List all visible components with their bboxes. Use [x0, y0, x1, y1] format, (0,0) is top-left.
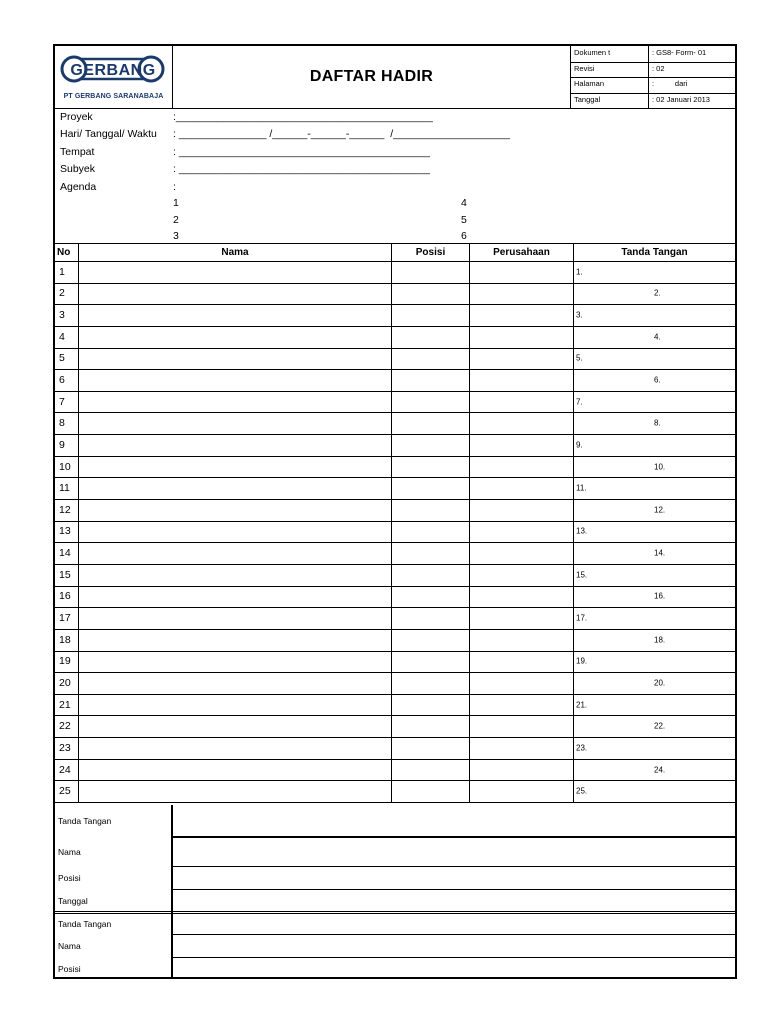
table-row [55, 780, 735, 803]
signature-cell[interactable] [574, 477, 735, 499]
row-number: 13 [59, 525, 71, 538]
perusahaan-cell[interactable] [470, 651, 574, 673]
footer-row [55, 935, 735, 957]
footer-label: Nama [58, 847, 81, 857]
row-number-cell [55, 283, 79, 305]
posisi-cell[interactable] [392, 607, 470, 629]
signature-cell[interactable] [574, 434, 735, 456]
row-number: 14 [59, 547, 71, 560]
table-row [55, 369, 735, 392]
document-meta-table [571, 46, 735, 108]
column-header-no: No [55, 243, 79, 261]
table-row [55, 521, 735, 544]
meta-row-dokumen [571, 46, 735, 63]
posisi-cell[interactable] [392, 759, 470, 781]
signature-label: 23. [576, 743, 588, 753]
table-row [55, 542, 735, 565]
footer-label: Nama [58, 941, 81, 951]
signature-cell[interactable] [574, 412, 735, 434]
signature-cell[interactable] [574, 607, 735, 629]
perusahaan-cell[interactable] [470, 261, 574, 283]
posisi-cell[interactable] [392, 651, 470, 673]
signature-cell[interactable] [574, 261, 735, 283]
meta-key: Halaman [574, 79, 605, 88]
signature-label: 3. [576, 310, 583, 320]
signature-cell[interactable] [574, 456, 735, 478]
footer-label: Posisi [58, 963, 81, 974]
table-row [55, 607, 735, 630]
form-header [55, 46, 735, 109]
signature-label: 12. [654, 505, 666, 515]
subyek-label: Subyek [60, 163, 96, 175]
signature-cell[interactable] [574, 499, 735, 521]
posisi-cell[interactable] [392, 391, 470, 413]
posisi-cell[interactable] [392, 326, 470, 348]
signature-label: 4. [654, 332, 661, 342]
nama-cell[interactable] [79, 477, 392, 499]
perusahaan-cell[interactable] [470, 759, 574, 781]
attendance-form [53, 44, 737, 979]
row-number: 23 [59, 741, 71, 754]
agenda-item: 6 [461, 230, 467, 242]
approval-section [55, 805, 735, 979]
meta-value: : GS8- Form- 01 [652, 48, 707, 57]
signature-label: 24. [654, 765, 666, 775]
column-header-posisi: Posisi [392, 243, 470, 261]
footer-label: Tanggal [58, 895, 88, 906]
proyek-label: Proyek [60, 111, 93, 123]
nama-cell[interactable] [79, 391, 392, 413]
posisi-cell[interactable] [392, 521, 470, 543]
posisi-cell[interactable] [392, 304, 470, 326]
signature-cell[interactable] [574, 283, 735, 305]
nama-cell[interactable] [79, 304, 392, 326]
perusahaan-cell[interactable] [470, 780, 574, 802]
table-row [55, 672, 735, 695]
agenda-item: 3 [173, 230, 179, 242]
table-row [55, 759, 735, 782]
agenda-colon: : [173, 181, 176, 193]
posisi-cell[interactable] [392, 542, 470, 564]
hari-field[interactable]: : _______________ /______-______-______ /____________________ [173, 128, 510, 140]
nama-cell[interactable] [79, 369, 392, 391]
nama-cell[interactable] [79, 542, 392, 564]
row-number: 11 [59, 482, 70, 495]
row-number: 21 [59, 698, 71, 711]
signature-cell[interactable] [574, 737, 735, 759]
row-number-cell [55, 780, 79, 802]
row-number: 8 [59, 417, 65, 430]
row-number-cell [55, 261, 79, 283]
hari-label: Hari/ Tanggal/ Waktu [60, 128, 157, 140]
row-number-cell [55, 434, 79, 456]
row-number: 17 [59, 612, 71, 625]
perusahaan-cell[interactable] [470, 369, 574, 391]
table-row [55, 586, 735, 609]
signature-cell[interactable] [574, 521, 735, 543]
signature-cell[interactable] [574, 326, 735, 348]
signature-label: 8. [654, 418, 661, 428]
row-number: 18 [59, 633, 71, 646]
table-row [55, 564, 735, 587]
row-number-cell [55, 629, 79, 651]
perusahaan-cell[interactable] [470, 715, 574, 737]
table-row [55, 651, 735, 674]
footer-row [55, 914, 735, 934]
posisi-cell[interactable] [392, 672, 470, 694]
signature-label: 21. [576, 700, 588, 710]
nama-cell[interactable] [79, 456, 392, 478]
table-row [55, 456, 735, 479]
signature-cell[interactable] [574, 391, 735, 413]
table-row [55, 261, 735, 284]
posisi-cell[interactable] [392, 737, 470, 759]
table-row [55, 694, 735, 717]
footer-row [55, 958, 735, 979]
row-number: 6 [59, 374, 65, 386]
table-row [55, 737, 735, 760]
posisi-cell[interactable] [392, 261, 470, 283]
nama-cell[interactable] [79, 607, 392, 629]
signature-label: 6. [654, 375, 661, 385]
column-header-nama: Nama [79, 243, 392, 261]
table-row [55, 326, 735, 349]
agenda-label: Agenda [60, 181, 97, 193]
row-number-cell [55, 456, 79, 478]
signature-cell[interactable] [574, 629, 735, 651]
perusahaan-cell[interactable] [470, 283, 574, 305]
tempat-field[interactable]: : ___________________________________________ [173, 146, 430, 158]
meta-row-tanggal [571, 93, 735, 109]
row-number-cell [55, 499, 79, 521]
proyek-field[interactable]: :____________________________________________ [173, 111, 433, 123]
nama-cell[interactable] [79, 759, 392, 781]
nama-cell[interactable] [79, 434, 392, 456]
nama-cell[interactable] [79, 737, 392, 759]
posisi-cell[interactable] [392, 412, 470, 434]
footer-row [55, 867, 735, 889]
nama-cell[interactable] [79, 261, 392, 283]
signature-cell[interactable] [574, 694, 735, 716]
nama-cell[interactable] [79, 564, 392, 586]
table-row [55, 391, 735, 414]
nama-cell[interactable] [79, 348, 392, 370]
signature-label: 14. [654, 548, 666, 558]
posisi-cell[interactable] [392, 564, 470, 586]
row-number: 5 [59, 352, 65, 365]
meta-value: : 02 [652, 63, 665, 73]
signature-cell[interactable] [574, 586, 735, 608]
nama-cell[interactable] [79, 694, 392, 716]
signature-cell[interactable] [574, 672, 735, 694]
perusahaan-cell[interactable] [470, 326, 574, 348]
column-header-tanda-tangan: Tanda Tangan [621, 246, 688, 258]
nama-cell[interactable] [79, 715, 392, 737]
row-number: 2 [59, 287, 65, 300]
posisi-cell[interactable] [392, 715, 470, 737]
table-row [55, 629, 735, 652]
row-number: 4 [59, 330, 65, 343]
agenda-item: 4 [461, 197, 467, 209]
perusahaan-cell[interactable] [470, 629, 574, 651]
row-number-cell [55, 391, 79, 413]
perusahaan-cell[interactable] [470, 391, 574, 413]
row-number-cell [55, 369, 79, 391]
row-number-cell [55, 348, 79, 370]
table-row [55, 348, 735, 371]
meta-value: : 02 Januari 2013 [652, 94, 710, 104]
posisi-cell[interactable] [392, 456, 470, 478]
row-number: 7 [59, 395, 65, 408]
row-number-cell [55, 607, 79, 629]
row-number: 15 [59, 568, 71, 581]
meta-key: Revisi [574, 63, 595, 73]
nama-cell[interactable] [79, 586, 392, 608]
signature-cell[interactable] [574, 564, 735, 586]
page-title: DAFTAR HADIR [309, 68, 434, 85]
meta-value: : dari [652, 79, 688, 88]
company-name: PT GERBANG SARANABAJA [63, 93, 164, 100]
perusahaan-cell[interactable] [470, 499, 574, 521]
perusahaan-cell[interactable] [470, 477, 574, 499]
footer-label: Tanda Tangan [58, 816, 112, 826]
table-row [55, 434, 735, 457]
table-row [55, 412, 735, 435]
row-number-cell [55, 737, 79, 759]
table-row [55, 477, 735, 500]
posisi-cell[interactable] [392, 629, 470, 651]
row-number-cell [55, 759, 79, 781]
table-row [55, 715, 735, 738]
row-number-cell [55, 521, 79, 543]
signature-cell[interactable] [574, 780, 735, 802]
nama-cell[interactable] [79, 326, 392, 348]
signature-label: 5. [576, 353, 583, 363]
nama-cell[interactable] [79, 651, 392, 673]
signature-cell[interactable] [574, 304, 735, 326]
signature-cell[interactable] [574, 651, 735, 673]
row-number-cell [55, 694, 79, 716]
row-number-cell [55, 304, 79, 326]
nama-cell[interactable] [79, 499, 392, 521]
logo-text: GERBANG [70, 62, 156, 79]
signature-cell[interactable] [574, 759, 735, 781]
row-number-cell [55, 672, 79, 694]
footer-label: Posisi [58, 873, 81, 883]
signature-label: 18. [654, 635, 666, 645]
perusahaan-cell[interactable] [470, 564, 574, 586]
perusahaan-cell[interactable] [470, 737, 574, 759]
perusahaan-cell[interactable] [470, 607, 574, 629]
agenda-item: 2 [173, 214, 179, 226]
table-row [55, 304, 735, 327]
row-number: 1 [59, 265, 65, 278]
signature-cell[interactable] [574, 542, 735, 564]
row-number-cell [55, 326, 79, 348]
table-row [55, 499, 735, 522]
perusahaan-cell[interactable] [470, 412, 574, 434]
signature-label: 2. [654, 288, 661, 298]
posisi-cell[interactable] [392, 434, 470, 456]
table-row [55, 283, 735, 306]
title-cell [173, 46, 571, 108]
signature-label: 9. [576, 440, 583, 450]
meta-key: Dokumen t [574, 48, 611, 57]
column-header-perusahaan: Perusahaan [470, 243, 574, 261]
row-number: 22 [59, 720, 71, 733]
row-number: 19 [59, 655, 71, 668]
gerbang-logo [60, 50, 166, 90]
nama-cell[interactable] [79, 412, 392, 434]
perusahaan-cell[interactable] [470, 348, 574, 370]
signature-cell[interactable] [574, 369, 735, 391]
meta-row-revisi [571, 62, 735, 79]
signature-label: 19. [576, 656, 588, 666]
row-number: 24 [59, 763, 71, 776]
row-number: 12 [59, 503, 71, 516]
perusahaan-cell[interactable] [470, 521, 574, 543]
signature-label: 25. [576, 786, 588, 796]
posisi-cell[interactable] [392, 369, 470, 391]
signature-cell[interactable] [574, 715, 735, 737]
row-number: 3 [59, 309, 65, 322]
row-number: 10 [59, 460, 71, 473]
row-number-cell [55, 477, 79, 499]
signature-label: 20. [654, 678, 666, 688]
signature-cell[interactable] [574, 348, 735, 370]
row-number-cell [55, 412, 79, 434]
signature-label: 7. [576, 397, 583, 407]
row-number-cell [55, 651, 79, 673]
footer-label: Tanda Tangan [58, 919, 112, 929]
row-number: 20 [59, 676, 71, 689]
table-header-row [55, 243, 735, 262]
row-number-cell [55, 586, 79, 608]
agenda-item: 5 [461, 214, 467, 226]
tempat-label: Tempat [60, 146, 95, 158]
row-number-cell [55, 542, 79, 564]
perusahaan-cell[interactable] [470, 586, 574, 608]
posisi-cell[interactable] [392, 780, 470, 802]
perusahaan-cell[interactable] [470, 672, 574, 694]
agenda-item: 1 [173, 197, 179, 209]
nama-cell[interactable] [79, 521, 392, 543]
posisi-cell[interactable] [392, 586, 470, 608]
footer-row [55, 890, 735, 911]
row-number-cell [55, 564, 79, 586]
signature-label: 1. [576, 267, 583, 277]
signature-label: 22. [654, 721, 666, 731]
row-number-cell [55, 715, 79, 737]
logo-cell [55, 46, 173, 108]
posisi-cell[interactable] [392, 694, 470, 716]
signature-label: 15. [576, 570, 588, 580]
nama-cell[interactable] [79, 672, 392, 694]
signature-label: 10. [654, 462, 666, 472]
signature-label: 16. [654, 591, 666, 601]
perusahaan-cell[interactable] [470, 542, 574, 564]
signature-label: 11. [576, 483, 587, 493]
perusahaan-cell[interactable] [470, 434, 574, 456]
perusahaan-cell[interactable] [470, 694, 574, 716]
nama-cell[interactable] [79, 629, 392, 651]
posisi-cell[interactable] [392, 283, 470, 305]
posisi-cell[interactable] [392, 348, 470, 370]
row-number: 16 [59, 590, 71, 603]
footer-row [55, 805, 735, 837]
perusahaan-cell[interactable] [470, 456, 574, 478]
signature-label: 17. [576, 613, 588, 623]
nama-cell[interactable] [79, 283, 392, 305]
footer-row [55, 838, 735, 866]
posisi-cell[interactable] [392, 499, 470, 521]
meta-row-halaman [571, 77, 735, 94]
meta-key: Tanggal [574, 94, 601, 104]
row-number: 25 [59, 785, 71, 798]
nama-cell[interactable] [79, 780, 392, 802]
row-number: 9 [59, 438, 65, 451]
signature-label: 13. [576, 526, 588, 536]
footer-line [55, 911, 735, 912]
meeting-info [55, 108, 735, 244]
subyek-field[interactable]: : ___________________________________________ [173, 163, 430, 175]
perusahaan-cell[interactable] [470, 304, 574, 326]
posisi-cell[interactable] [392, 477, 470, 499]
